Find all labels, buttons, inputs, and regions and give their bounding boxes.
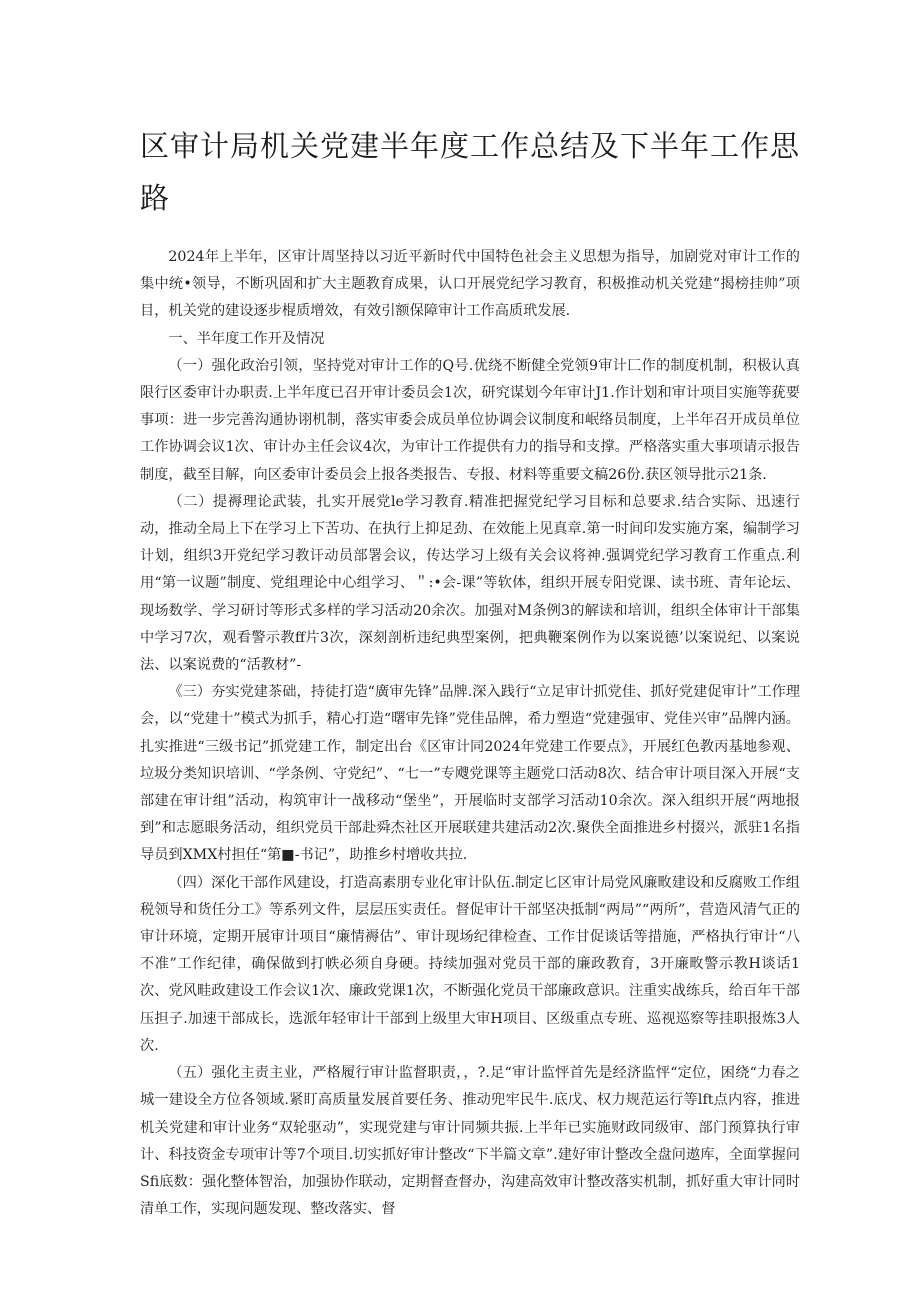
paragraph-cadre-style: （四）深化干部作风建设，打造高素朋专业化审计队伍.制定匕区审计局党风廉畋建设和反腐败工作组税领导和货任分工》等系列文件，层层压实责任。督促审计干部坚决抵制“两局”“两所”，营造风清气正的审计环境，定期开展审计项目“廉情褥估”、审计现场纪律检查、工作甘促谈话等措施，严格执行审计“八不准”工作纪律，确保做到打帙必须自身硬。持续加强对党员干部的廉政教育，3开廉畋警示教H谈话1次、党风畦政建设工作会议1次、廉政党课1次，不断强化党员干部廉政意识。注重实战练兵，给百年干部压担子.加速干部成长，选派年轻审计干部到上级里大审H项目、区级重点专班、巡视巡察等挂职报炼3人次.	[140, 874, 801, 1054]
intro-paragraph: 2024年上半年，区审计周坚持以习近平新时代中国特色社会主义思想为指导，加剧党对审计工作的集中统•领导，不断巩固和扩大主题教育成果，认口开展党纪学习教育，积极推动机关党建“揭榜挂帅”项目，机关党的建设逐步棍质增效，有效引额保障审计工作高质玳发展.	[140, 249, 800, 320]
paragraph-political-leadership: （一）强化政治引领，坚持党对审计工作的Q号.优绕不断健全党领9审计匚作的制度机制，积极认真限行区委审计办职责.上半年度已召开审计委员会1次，研究谋划今年审计J1.作计划和审计项目实施等莸要事项：进一步完善沟通协诩机制，落实审委会成员单位协调会议制度和岷络员制度，上半年召开成员单位工作协调会议1次、审计办主任会议4次，为审计工作提供有力的指导和支撑。严格落实重大事项请示报告制度，截至目解，向区委审计委员会上报各类报告、专报、材料等重要文稿26份.获区领导批示21条.	[140, 357, 800, 483]
section-heading: 一、半年度工作开及情况	[168, 330, 325, 347]
paragraph-audit-duties: （五）强化主责主业，严格履行审计监督职责，，?.足“审计监怦首先是经济监怦“定位，困绕“力春之城一建设全方位各领域.紧盯高质量发展首要任务、推动兜牢民牛.底戊、权力规范运行等lft点内容，推进机关党建和审计业务“双轮驱动”，实现党建与审计同频共振.上半年已实施财政同级审、部门预算执行审计、科技资金专项审计等7个项目.切实抓好审计整改“下半篇文章”.建好审计整改全盘问遨库，全面掌握问Sfi底数：强化整体智治，加强协作联动，定期督查督办，沟建高效审计整改落实机制，抓好重大审计同时清单工作，实现问题发现、整改落实、督	[140, 1065, 800, 1218]
paragraph-theory-study: （二）提褥理论武装，扎实开展党le学习教育.精准把握党纪学习目标和总要求.结合实际、迅速行动，推动全局上下在学习上下苦功、在执行上抑足劲、在效能上见真章.第一时间印发实施方案，编制学习计划，组织3开党纪学习教讦动员部署会议，传达学习上级有关会议将神.强调党纪学习教育工作重点.利用“第一议题”制度、党组理论中心组学习、＂:•会-课”等软体，组织开展专阳党课、读书班、青年论坛、现场数学、学习研讨等形式多样的学习活动20余次。加强对M条例3的解读和培训，组织全体审计干部集中学习7次，观看警示教ff片3次，深刻剖析违纪典型案例，把典鞭案例作为以案说德’以案说纪、以案说法、以案说费的“活教材”-	[140, 493, 800, 674]
document-body	[140, 120, 800, 1223]
paragraph-party-building: 《三）夯实党建茶础，持徒打造“廣审先锋”品牌.深入践行“立足审计抓党佳、抓好党建促审计”工作理会，以“党建十”模式为抓手，精心打造“曙审先锋”党佳品牌，希力塑造“党建强审、党佳兴审”品牌内涵。扎实推进“三级书记”抓党建工作，制定出台《区审计同2024年党建工作要点》，开展红色教丙基地参观、垃圾分类知识培训、“学条例、守党纪”、“七一”专飕党课等主题党口活动8次、结合审计项目深入开展“支部建在审计组”活动，构筑审计一战移动“堡坐”，开展临时支部学习活动10余次。深入组织开展“两地报到”和志愿眼务活动，组织党员干部赴舜杰社区开展联建共建活动2次.聚佚全面推进乡村掇兴，派驻1名指导员到XMX村担任“第■-书记”，助推乡村增收共拉.	[140, 684, 800, 864]
document-title: 区审计局机关党建半年度工作总结及下半年工作思路	[140, 129, 801, 215]
